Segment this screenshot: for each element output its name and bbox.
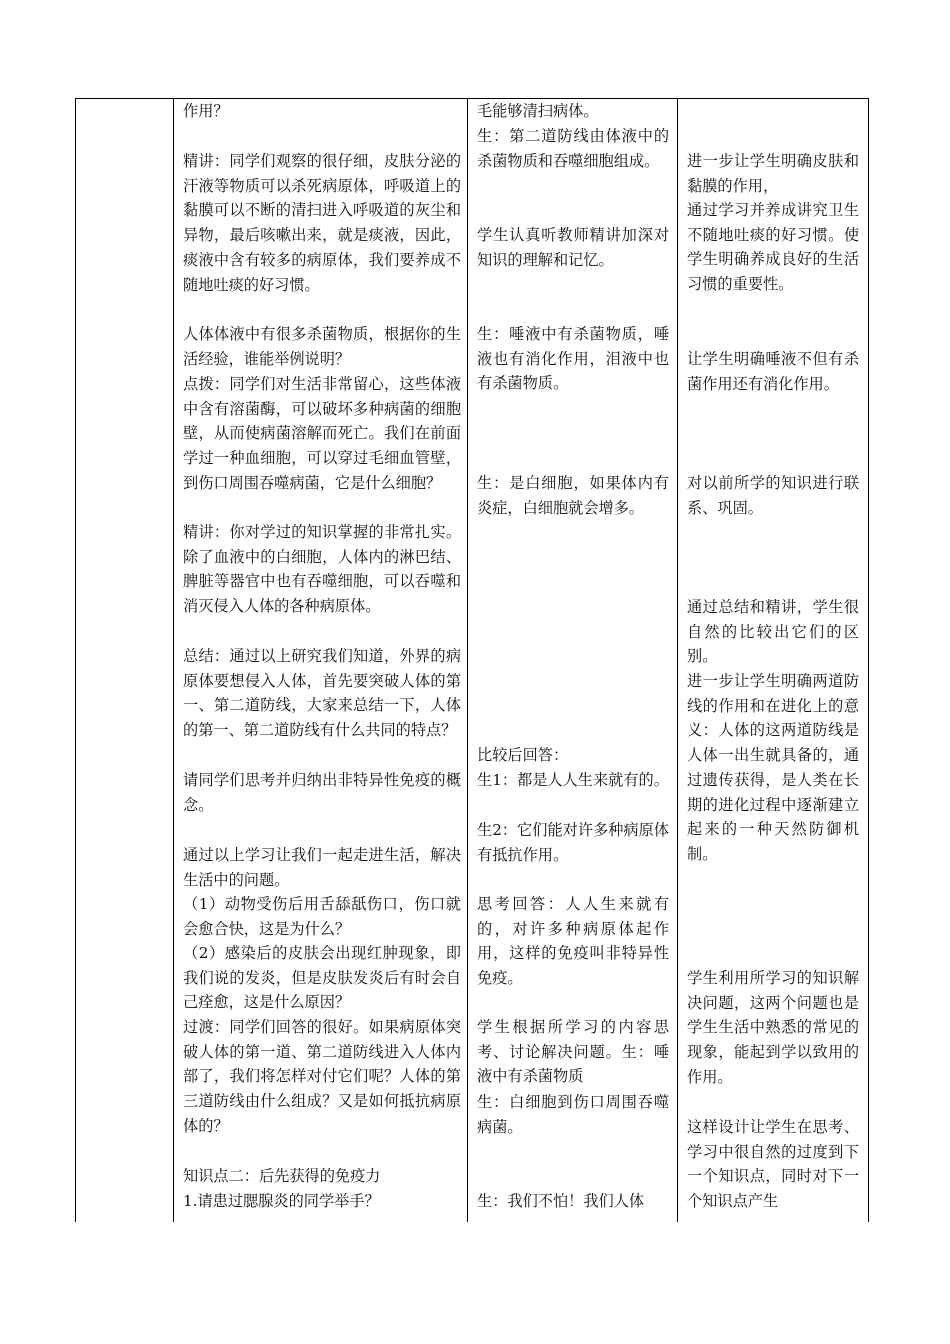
intent-text-block: 通过学习并养成讲究卫生不随地吐痰的好习惯。使学生明确养成良好的生活习惯的重要性。 (687, 201, 859, 294)
intent-text-block: 通过总结和精讲，学生很自然的比较出它们的区别。 (687, 598, 859, 666)
teacher-text-block: 总结：通过以上研究我们知道，外界的病原体要想侵入人体，首先要突破人体的第一、第二道防线，大家来总结一下，人体的第一、第二道防线有什么共同的特点？ (183, 647, 461, 740)
teacher-text-block: （1）动物受伤后用舌舔舐伤口，伤口就会愈合快，这是为什么？ (183, 895, 461, 938)
student-text-block: 生：唾液中有杀菌物质，唾液也有消化作用，泪液中也有杀菌物质。 (477, 325, 669, 393)
teacher-text-block: 作用？ (183, 102, 229, 120)
intent-text-block: 这样设计让学生在思考、学习中很自然的过度到下一个知识点，同时对下一个知识点产生 (687, 1118, 859, 1211)
student-text-block: 生2：它们能对许多种病原体有抵抗作用。 (477, 821, 669, 864)
intent-text-block: 让学生明确唾液不但有杀菌作用还有消化作用。 (687, 350, 859, 393)
knowledge-point-heading: 知识点二：后先获得的免疫力 (183, 1167, 381, 1185)
teacher-text-block: 人体体液中有很多杀菌物质，根据你的生活经验，谁能举例说明？ (183, 325, 461, 368)
student-text-block: 生1：都是人人生来就有的。 (477, 771, 669, 789)
intent-text-block: 进一步让学生明确两道防线的作用和在进化上的意义：人体的这两道防线是人体一出生就具备的，通过遗传获得，是人类在长期的进化过程中逐渐建立起来的一种天然防御机制。 (687, 672, 859, 863)
student-text-block: 生：白细胞到伤口周围吞噬病菌。 (477, 1093, 669, 1136)
teacher-text-block: 点拨：同学们对生活非常留心，这些体液中含有溶菌酶，可以破坏多种病菌的细胞壁，从而使病菌溶解而死亡。我们在前面学过一种血细胞，可以穿过毛细血管壁，到伤口周围吞噬病菌，它是什么细胞？ (183, 375, 461, 492)
teacher-text-block: 精讲：同学们观察的很仔细，皮肤分泌的汗液等物质可以杀死病原体，呼吸道上的黏膜可以不断的清扫进入呼吸道的灰尘和异物，最后咳嗽出来，就是痰液，因此，痰液中含有较多的病原体，我们要养成不随地吐痰的好习惯。 (183, 152, 461, 294)
teacher-text-block: 通过以上学习让我们一起走进生活，解决生活中的问题。 (183, 846, 461, 889)
intent-text-block: 对以前所学的知识进行联系、巩固。 (687, 474, 859, 517)
teacher-text-block: （2）感染后的皮肤会出现红肿现象，即我们说的发炎，但是皮肤发炎后有时会自己痊愈，这是什么原因？ (183, 944, 461, 1012)
column-border (75, 98, 76, 1222)
column-border (467, 98, 468, 1222)
student-text-block: 学生根据所学习的内容思考、讨论解决问题。生：唾液中有杀菌物质 (477, 1018, 669, 1086)
intent-text-block: 进一步让学生明确皮肤和黏膜的作用， (687, 152, 859, 195)
student-text-block: 比较后回答： (477, 746, 569, 764)
student-text-block: 生：我们不怕！我们人体 (477, 1192, 645, 1210)
student-text-block: 毛能够清扫病体。 (477, 102, 599, 120)
column-border (868, 98, 869, 1222)
student-text-block: 思考回答：人人生来就有的，对许多种病原体起作用，这样的免疫叫非特异性免疫。 (477, 895, 669, 988)
student-text-block: 学生认真听教师精讲加深对知识的理解和记忆。 (477, 226, 669, 269)
teacher-text-block: 请同学们思考并归纳出非特异性免疫的概念。 (183, 771, 461, 814)
column-border (677, 98, 678, 1222)
lesson-plan-table (75, 98, 869, 1222)
intent-text-block: 学生利用所学习的知识解决问题，这两个问题也是学生生活中熟悉的常见的现象，能起到学以致用的作用。 (687, 969, 859, 1086)
teacher-text-block: 1.请患过腮腺炎的同学举手？ (183, 1192, 380, 1210)
column-border (173, 98, 174, 1222)
teacher-text-block: 精讲：你对学过的知识掌握的非常扎实。除了血液中的白细胞，人体内的淋巴结、脾脏等器官中也有吞噬细胞，可以吞噬和消灭侵入人体的各种病原体。 (183, 523, 461, 616)
student-text-block: 生：第二道防线由体液中的杀菌物质和吞噬细胞组成。 (477, 127, 669, 170)
teacher-text-block: 过渡：同学们回答的很好。如果病原体突破人体的第一道、第二道防线进入人体内部了，我们将怎样对付它们呢？人体的第三道防线由什么组成？又是如何抵抗病原体的？ (183, 1018, 461, 1135)
student-text-block: 生：是白细胞，如果体内有炎症，白细胞就会增多。 (477, 474, 669, 517)
